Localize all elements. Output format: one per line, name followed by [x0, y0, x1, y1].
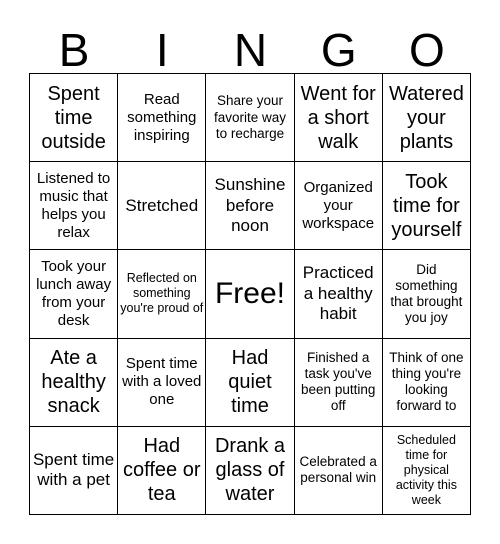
bingo-cell-r1-c4[interactable]	[295, 74, 383, 162]
bingo-cell-r4-c2[interactable]	[118, 339, 206, 427]
bingo-cell-r1-c3[interactable]	[206, 74, 294, 162]
cell-text: Share your favorite way to recharge	[213, 93, 286, 141]
bingo-cell-r2-c2[interactable]	[118, 162, 206, 250]
cell-text: Stretched	[125, 195, 199, 215]
bingo-cell-r5-c5[interactable]	[383, 427, 471, 515]
cell-text: Listened to music that helps you relax	[36, 169, 111, 241]
bingo-cell-r4-c1[interactable]	[30, 339, 118, 427]
header-letter-b: B	[58, 24, 90, 76]
bingo-cell-r2-c3[interactable]	[206, 162, 294, 250]
cell-text: Scheduled time for physical activity this week	[395, 432, 457, 507]
cell-text: Took your lunch away from your desk	[36, 257, 112, 329]
header-letter-n: N	[233, 24, 268, 76]
bingo-cell-r1-c2[interactable]	[118, 74, 206, 162]
cell-text: Sunshine before noon	[214, 175, 286, 235]
header-letter-i: I	[155, 24, 169, 76]
cell-text: Had coffee or tea	[123, 435, 201, 506]
bingo-cell-r3-c4[interactable]	[295, 250, 383, 338]
bingo-cell-r4-c4[interactable]	[295, 339, 383, 427]
cell-text: Celebrated a personal win	[299, 454, 377, 486]
cell-text: Drank a glass of water	[214, 435, 285, 506]
bingo-cell-r1-c1[interactable]	[30, 74, 118, 162]
cell-text: Ate a healthy snack	[41, 347, 106, 418]
cell-text: Read something inspiring	[127, 90, 197, 144]
cell-text: Went for a short walk	[300, 82, 376, 153]
cell-text: Watered your plants	[388, 82, 464, 153]
cell-text: Took time for yourself	[391, 170, 462, 241]
bingo-cell-free[interactable]	[206, 250, 294, 338]
bingo-cell-r2-c5[interactable]	[383, 162, 471, 250]
bingo-grid	[29, 73, 471, 515]
bingo-cell-r3-c1[interactable]	[30, 250, 118, 338]
cell-text: Practiced a healthy habit	[302, 263, 374, 324]
cell-text: Think of one thing you're looking forward to	[389, 349, 464, 414]
header-letter-o: O	[409, 24, 445, 76]
bingo-cell-r3-c5[interactable]	[383, 250, 471, 338]
bingo-header	[30, 26, 471, 74]
bingo-cell-r5-c4[interactable]	[295, 427, 383, 515]
cell-text: Spent time with a loved one	[122, 355, 202, 409]
header-letter-g: G	[320, 24, 357, 76]
bingo-cell-r2-c4[interactable]	[295, 162, 383, 250]
cell-text: Spent time with a pet	[32, 450, 115, 490]
cell-text: Reflected on something you're proud of	[120, 271, 204, 316]
free-space-text: Free!	[214, 276, 285, 310]
cell-text: Had quiet time	[228, 347, 272, 418]
bingo-cell-r5-c3[interactable]	[206, 427, 294, 515]
bingo-cell-r4-c5[interactable]	[383, 339, 471, 427]
bingo-cell-r5-c2[interactable]	[118, 427, 206, 515]
bingo-cell-r2-c1[interactable]	[30, 162, 118, 250]
bingo-cell-r1-c5[interactable]	[383, 74, 471, 162]
cell-text: Organized your workspace	[302, 178, 375, 232]
bingo-cell-r3-c2[interactable]	[118, 250, 206, 338]
cell-text: Did something that brought you joy	[390, 261, 463, 326]
cell-text: Spent time outside	[41, 82, 106, 153]
cell-text: Finished a task you've been putting off	[301, 349, 376, 414]
bingo-cell-r5-c1[interactable]	[30, 427, 118, 515]
bingo-cell-r4-c3[interactable]	[206, 339, 294, 427]
